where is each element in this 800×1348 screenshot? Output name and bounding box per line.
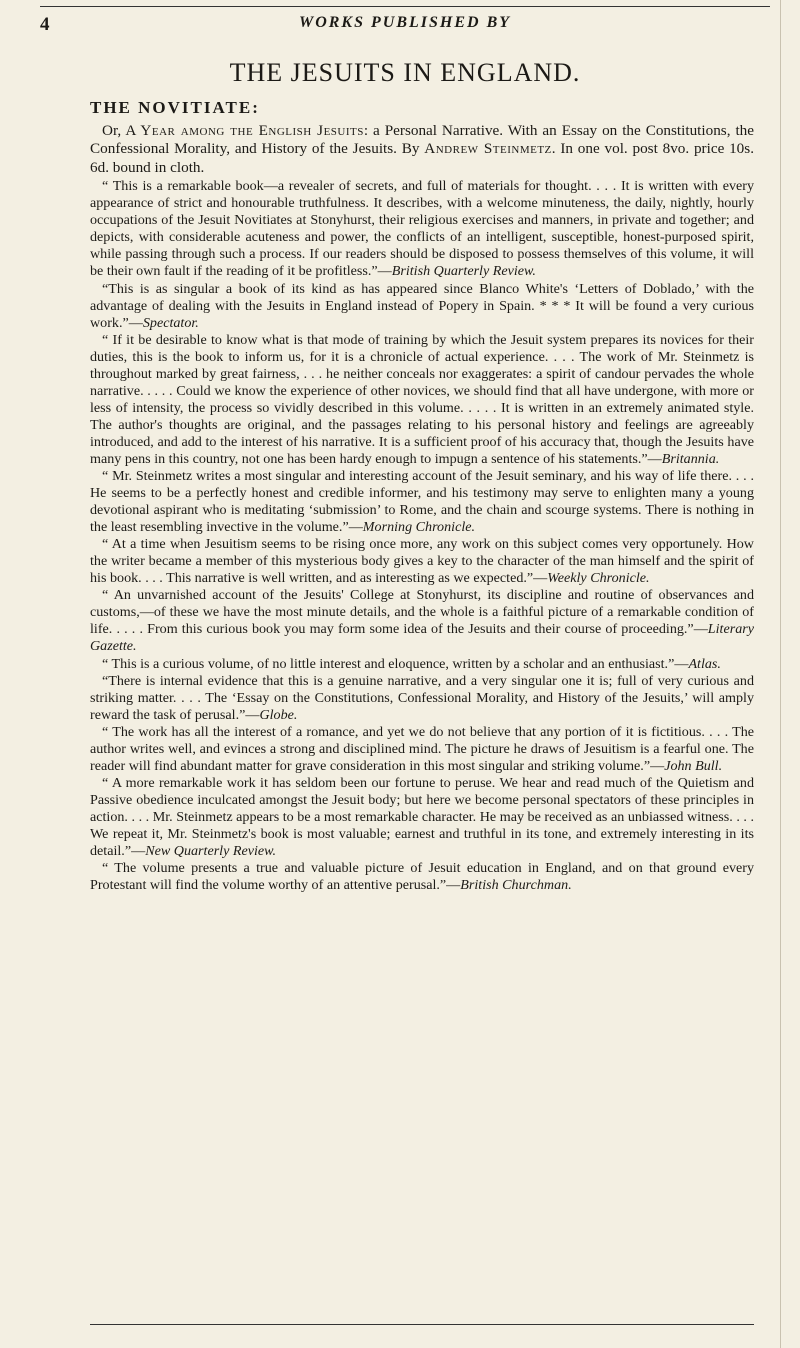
review-paragraph (90, 281, 754, 332)
author-name: Andrew Steinmetz (424, 140, 552, 158)
review-source: Spectator. (142, 314, 199, 331)
page-number: 4 (40, 14, 50, 35)
review-text: “ This is a remarkable book—a revealer of secrets, and full of materials for thought. . . . It is written with every appearance of strict and honourable truthfulness. It describes, with a welcome minuteness, the daily, nightly, hourly occupations of the Jesuit Novitiates at Stonyhurst, their religious exercises and manners, in private and together; and depicts, with considerable acuteness and power, the conflicts of an intelligent, susceptible, honest-purposed spirit, while passing through such a process. If our readers should be disposed to possess themselves of this volume, it will be their own fault if the reading of it be profitless.”— (90, 178, 754, 280)
review-source: New Quarterly Review. (145, 843, 277, 860)
footer-rule (90, 1324, 754, 1325)
review-source: Literary Gazette. (90, 621, 754, 655)
review-source: Globe. (259, 706, 298, 723)
review-source: John Bull. (664, 757, 723, 774)
review-paragraph (90, 587, 754, 655)
review-text: “ At a time when Jesuitism seems to be rising once more, any work on this subject comes very opportunely. How the writer became a member of this mysterious body gives a key to the character of the man himself and the spirit of his book. . . . This narrative is well written, and as interesting as we expected.”— (90, 536, 754, 587)
review-paragraph (90, 536, 754, 587)
page-edge (780, 0, 782, 1348)
subtitle: THE NOVITIATE: (90, 98, 260, 117)
book-title: THE JESUITS IN ENGLAND. (229, 58, 581, 87)
header-rule (40, 6, 770, 7)
review-source: Atlas. (688, 655, 721, 672)
review-paragraph (90, 656, 754, 673)
advertisement-body (90, 122, 754, 894)
review-paragraph (90, 860, 754, 894)
review-paragraph (90, 468, 754, 536)
intro-text: : a Personal Narrative. With an Essay on the Constitutions, the Confessional Morality, and History of the Jesuits. By (90, 122, 754, 158)
review-text: “ An unvarnished account of the Jesuits' College at Stonyhurst, its discipline and routine of observances and customs,—of these we have the most minute details, and the whole is a faithful picture of a remarkable condition of life. . . . . From this curious book you may form some idea of the Jesuits and their course of proceeding.”— (90, 587, 754, 638)
book-page (40, 0, 770, 1348)
review-source: British Churchman. (460, 877, 572, 894)
review-text: “There is internal evidence that this is a genuine narrative, and a very singular one it is; full of very curious and striking matter. . . . The ‘Essay on the Constitutions, Confessional Morality, and History of the Jesuits,’ will amply reward the task of perusal.”— (90, 672, 754, 723)
review-paragraph (90, 775, 754, 860)
review-text: “ Mr. Steinmetz writes a most singular and interesting account of the Jesuit seminary, and his way of life there. . . . He seems to be a perfectly honest and credible informer, and his testimony may serve to enlighten many a young devotional aspirant who is meditating ‘submission’ to Rome, and the chain and scourge systems. There is nothing in the least resembling invective in the volume.”— (90, 468, 754, 536)
review-source: Weekly Chronicle. (547, 570, 650, 587)
review-text: “ This is a curious volume, of no little interest and eloquence, written by a scholar and an enthusiast.”— (102, 655, 689, 672)
review-paragraph (90, 178, 754, 280)
review-source: Britannia. (661, 450, 720, 467)
review-text: “ The work has all the interest of a romance, and yet we do not believe that any portion of it is fictitious. . . . The author writes well, and evinces a strong and disciplined mind. The picture he draws of Jesuitism is a fearful one. The reader will find abundant matter for grave consideration in this most singular and striking volume.”— (90, 723, 754, 774)
intro-text: Or, A (102, 122, 141, 139)
review-text: “ A more remarkable work it has seldom been our fortune to peruse. We hear and read much of the Quietism and Passive obedience inculcated amongst the Jesuit body; but here we become personal spectators of these principles in action. . . . Mr. Steinmetz appears to be a most remarkable character. He may be received as an unbiassed witness. . . . We repeat it, Mr. Steinmetz's book is most valuable; earnest and truthful in its tone, and extremely interesting in its detail.”— (90, 774, 754, 860)
running-head (40, 12, 770, 40)
review-paragraph (90, 332, 754, 468)
review-text: “ If it be desirable to know what is that mode of training by which the Jesuit system prepares its novices for their duties, this is the book to inform us, for it is a chronicle of actual experience. . . . The work of Mr. Steinmetz is throughout marked by great fairness, . . . he neither conceals nor exaggerates: a spirit of candour pervades the whole narrative. . . . . Could we know the experience of other novices, we should find that all have undergone, with more or less of intensity, the process so vividly described in this volume. . . . . It is written in an extremely animated style. The author's thoughts are original, and the passages relating to his personal history and feelings are agreeably introduced, and add to the interest of his narrative. It is a sufficient proof of his accuracy that, though the Jesuits have many pens in this country, not one has been hardy enough to impugn a sentence of his statements.”— (90, 331, 754, 467)
review-text: “ The volume presents a true and valuable picture of Jesuit education in England, and on that ground every Protestant will find the volume worthy of an attentive perusal.”— (90, 860, 754, 894)
review-text: “This is as singular a book of its kind as has appeared since Blanco White's ‘Letters of Doblado,’ with the advantage of dealing with the Jesuits in England instead of Popery in Spain. * * * It will be found a very curious work.”— (90, 280, 754, 331)
intro-text: . In one vol. post 8vo. price 10s. 6d. bound in cloth. (90, 140, 754, 176)
book-description (90, 122, 754, 177)
review-paragraph (90, 724, 754, 775)
intro-year-phrase: Year among the English Jesuits (140, 122, 364, 139)
review-source: British Quarterly Review. (391, 263, 536, 280)
running-title: WORKS PUBLISHED BY (298, 14, 512, 31)
review-paragraph (90, 673, 754, 724)
review-source: Morning Chronicle. (362, 519, 476, 536)
